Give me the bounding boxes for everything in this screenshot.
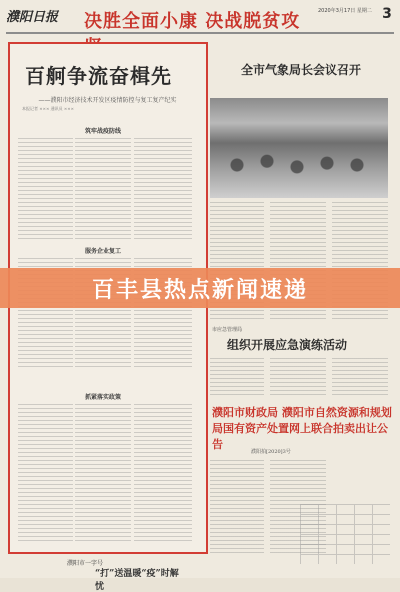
article-text-column bbox=[75, 138, 131, 242]
hot-news-banner-text: 百丰县热点新闻速递 bbox=[91, 277, 308, 303]
article-section-heading: 筑牢战疫防线 bbox=[84, 128, 121, 135]
article-text-column bbox=[134, 138, 192, 242]
bottom-ad-line-1: 濮阳市一字号 bbox=[67, 560, 104, 567]
article-text-column bbox=[18, 404, 73, 542]
featured-article-byline: 本报记者 ××× 通讯员 ××× bbox=[22, 106, 74, 111]
issue-date: 2020年3月17日 星期二 bbox=[318, 8, 372, 14]
article-text-column bbox=[18, 138, 73, 242]
article-section-heading: 服务企业复工 bbox=[84, 248, 121, 255]
middle-story-text-column bbox=[332, 358, 388, 398]
article-section-heading: 抓紧落实政策 bbox=[84, 394, 121, 401]
auction-announcement-code: 濮阳拍[2020]3号 bbox=[251, 449, 291, 455]
article-text-column bbox=[134, 404, 192, 542]
article-text-column bbox=[75, 404, 131, 542]
auction-announcement-title: 濮阳市财政局 濮阳市自然资源和规划局国有资产处置网上联合拍卖出让公告 bbox=[212, 406, 392, 451]
meeting-photo bbox=[210, 98, 388, 198]
announcement-text-column bbox=[210, 460, 264, 554]
featured-article-headline: 百舸争流奋楫先 bbox=[25, 64, 172, 88]
page-slogan: 决胜全面小康 决战脱贫攻 bbox=[84, 11, 301, 32]
featured-article-subhead: ——濮阳市经济技术开发区疫情防控与复工复产纪实 bbox=[38, 97, 177, 104]
announcement-table bbox=[300, 504, 390, 564]
header-divider bbox=[6, 32, 394, 34]
newspaper-masthead: 濮阳日报 bbox=[6, 10, 59, 25]
page-number: 3 bbox=[382, 6, 392, 22]
hot-news-banner[interactable] bbox=[0, 268, 400, 308]
bottom-ad-line-2: “打”送温暖“疫”时解忧 bbox=[95, 569, 179, 592]
middle-story-headline: 组织开展应急演练活动 bbox=[227, 338, 348, 352]
middle-story-text-column bbox=[210, 358, 264, 398]
right-story-headline: 全市气象局长会议召开 bbox=[241, 63, 362, 77]
middle-story-tag: 市应急管理局 bbox=[212, 327, 243, 333]
middle-story-text-column bbox=[270, 358, 326, 398]
